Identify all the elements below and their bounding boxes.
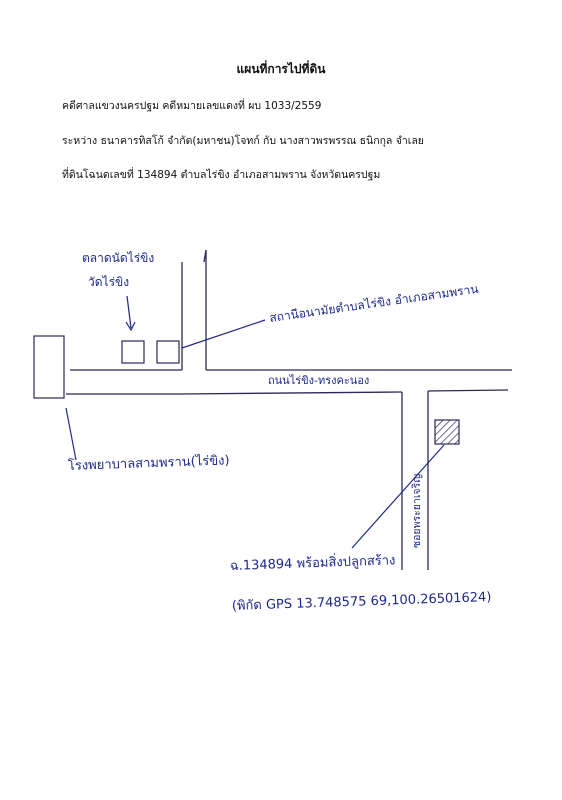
page-title: แผนที่การไปที่ดิน [236,62,326,76]
health-center-pointer-line [182,320,265,348]
parties-line: ระหว่าง ธนาคารทิสโก้ จำกัด(มหาชน)โจทก์ กับ นางสาวพรพรรณ ธนิกกุล จำเลย [62,135,424,147]
health-center-building [157,341,179,363]
main-road-south-edge-right [428,390,508,391]
hospital-building [34,336,64,398]
case-number-line: คดีศาลแขวงนครปฐม คดีหมายเลขแดงที่ ผบ 1033/2559 [62,100,322,112]
deed-note-label: ฉ.134894 พร้อมสิ่งปลูกสร้าง [229,553,396,574]
temple-label: วัดไร่ขิง [88,275,130,289]
health-center-label: สถานีอนามัยตำบลไร่ขิง อำเภอสามพราน [268,281,480,325]
main-road-label: ถนนไร่ขิง-ทรงคะนอง [268,374,370,387]
hospital-pointer-line [66,408,76,460]
main-road-south-edge-mid [180,392,402,394]
land-plot-pointer-line [352,445,444,548]
gps-note-label: (พิกัด GPS 13.748575 69,100.26501624) [231,589,492,614]
hospital-label: โรงพยาบาลสามพราน(ไร่ขิง) [67,453,230,474]
market-temple-building [122,341,144,363]
market-label: ตลาดนัดไร่ขิง [82,251,155,265]
side-road-label: ซอยพระยาเจริญ [411,473,423,548]
land-deed-line: ที่ดินโฉนดเลขที่ 134894 ตำบลไร่ขิง อำเภอสามพราน จังหวัดนครปฐม [62,169,381,181]
market-pointer-line [127,296,131,328]
land-plot-134894 [435,420,459,444]
